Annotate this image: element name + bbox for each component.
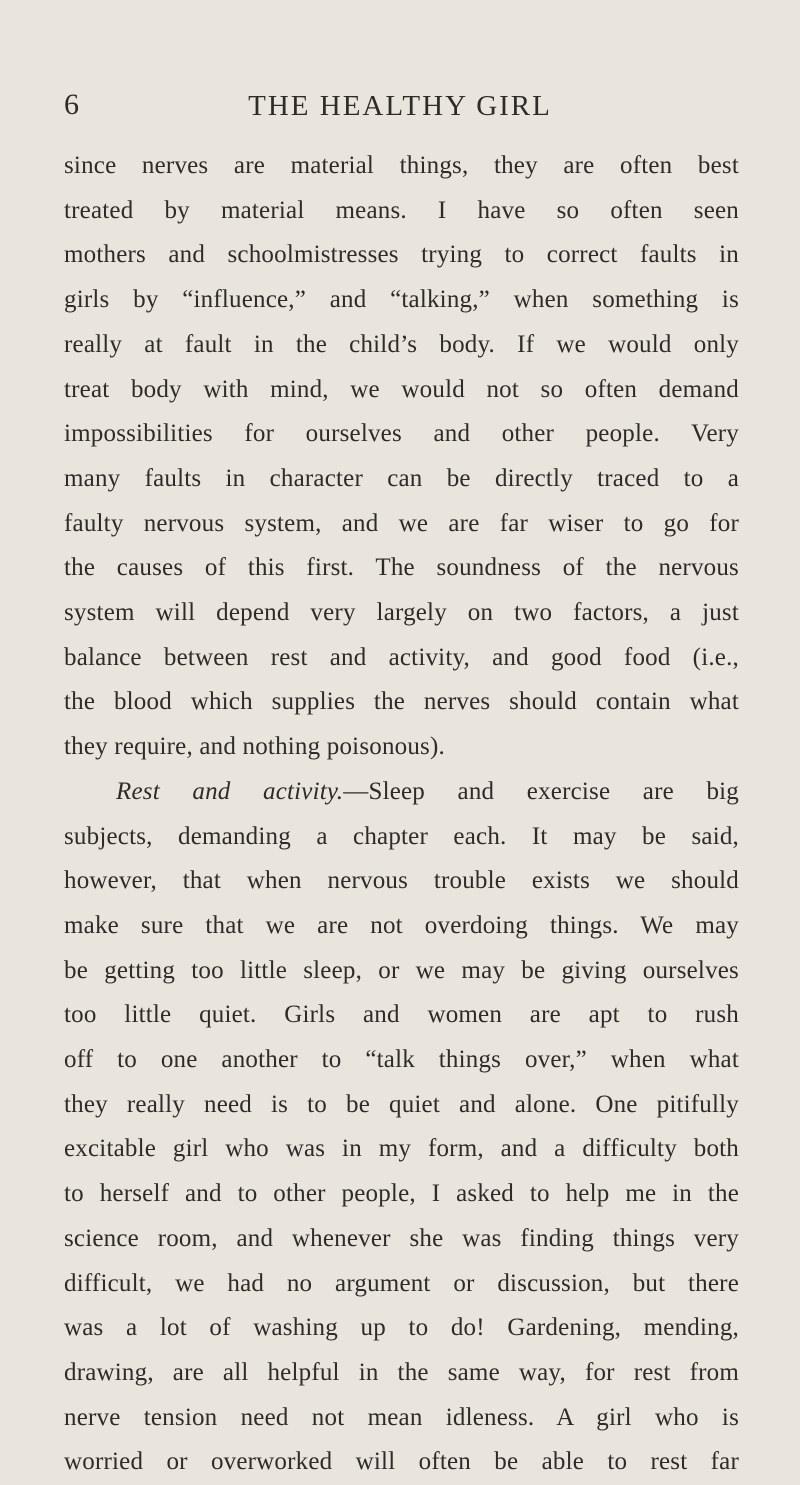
text-line: be getting too little sleep, or we may be giving ourselves xyxy=(64,956,739,984)
text-line: balance between rest and activity, and good food (i.e., xyxy=(64,643,739,671)
text-line: mothers and schoolmistresses trying to correct faults in xyxy=(64,241,739,269)
text-line: too little quiet. Girls and women are apt to rush xyxy=(64,1001,739,1029)
text-line: girls by “influence,” and “talking,” when something is xyxy=(64,286,739,314)
running-title: THE HEALTHY GIRL xyxy=(248,90,552,122)
text-line: the causes of this first. The soundness of the nervous xyxy=(64,554,739,582)
text-line: really at fault in the child’s body. If we would only xyxy=(64,330,739,358)
text-line: nerve tension need not mean idleness. A girl who is xyxy=(64,1403,739,1431)
text-line: system will depend very largely on two factors, a just xyxy=(64,599,739,627)
text-line: treated by material means. I have so often seen xyxy=(64,196,739,224)
text-line: subjects, demanding a chapter each. It may be said, xyxy=(64,822,739,850)
text-line: was a lot of washing up to do! Gardening, mending, xyxy=(64,1314,739,1342)
text-line: faulty nervous system, and we are far wiser to go for xyxy=(64,509,739,537)
text-line: many faults in character can be directly traced to a xyxy=(64,464,739,492)
text-line: however, that when nervous trouble exists we should xyxy=(64,867,739,895)
text-line: they require, and nothing poisonous). xyxy=(64,733,445,761)
paragraph-start-line xyxy=(64,770,739,815)
text-line: they really need is to be quiet and alone. One pitifully xyxy=(64,1090,739,1118)
text-line: excitable girl who was in my form, and a difficulty both xyxy=(64,1135,739,1163)
section-heading-italic: Rest and activity. xyxy=(116,777,344,805)
text-line: difficult, we had no argument or discussion, but there xyxy=(64,1269,739,1297)
text-line: off to one another to “talk things over,” when what xyxy=(64,1046,739,1074)
text-line: impossibilities for ourselves and other people. Very xyxy=(64,420,739,448)
body-text xyxy=(64,144,739,1485)
page-number: 6 xyxy=(64,88,79,121)
text-fragment: —Sleep and exercise are big xyxy=(343,777,739,805)
text-line: make sure that we are not overdoing things. We may xyxy=(64,911,739,939)
text-line: treat body with mind, we would not so often demand xyxy=(64,375,739,403)
text-line: the blood which supplies the nerves should contain what xyxy=(64,688,739,716)
text-line: to herself and to other people, I asked to help me in the xyxy=(64,1180,739,1208)
text-line: worried or overworked will often be able to rest far xyxy=(64,1448,739,1476)
text-line: drawing, are all helpful in the same way, for rest from xyxy=(64,1358,739,1386)
text-line: since nerves are material things, they are often best xyxy=(64,152,739,179)
text-line: science room, and whenever she was finding things very xyxy=(64,1224,739,1252)
page-header xyxy=(0,88,800,128)
